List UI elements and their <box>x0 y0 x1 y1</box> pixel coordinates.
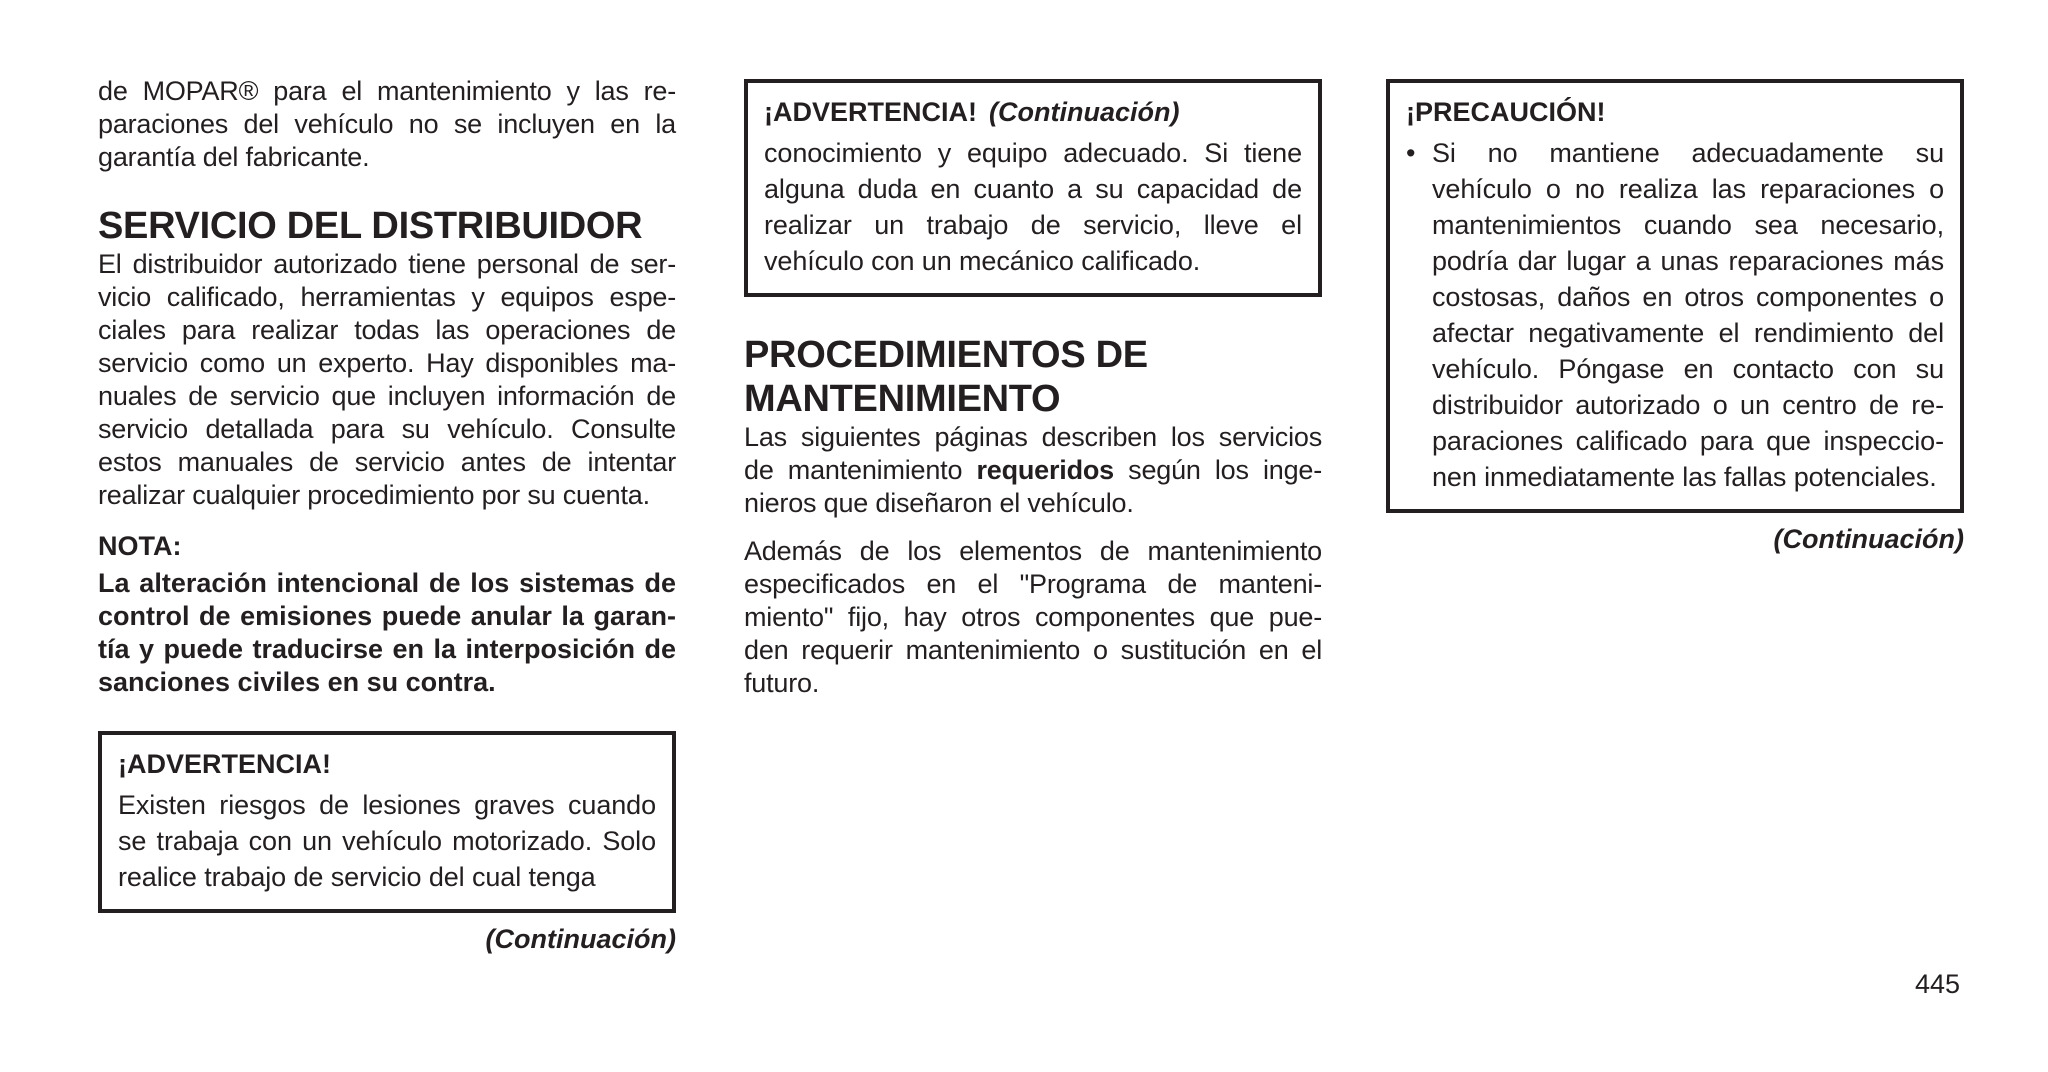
column-left <box>98 75 676 956</box>
heading-line-2: MANTENIMIENTO <box>744 378 1061 420</box>
page-number: 445 <box>1914 969 1960 999</box>
nota-label: NOTA: <box>98 531 182 561</box>
warning-box-continued <box>744 79 1322 297</box>
para1-end: según los inge-nieros que diseñaron el vehículo. <box>744 455 1322 518</box>
servicio-paragraph: El distribuidor autorizado tiene personal de ser-vicio calificado, herramientas y equipos espe-ciales para realizar todas las operaciones de servicio como un experto. Hay disponibles ma-nuales de servicio que incluyen información de servicio detallada para su vehículo. Consulte estos manuales de servicio antes de intentar realizar cualquier procedimiento por su cuenta. <box>98 249 676 510</box>
warning-text: conocimiento y equipo adecuado. Si tiene alguna duda en cuanto a su capacidad de realizar un trabajo de servicio, lleve el vehículo con un mecánico calificado. <box>764 138 1302 276</box>
warning-title-text: ¡ADVERTENCIA! <box>764 97 977 127</box>
continuation-label: (Continuación) <box>485 924 676 954</box>
intro-paragraph: de MOPAR® para el mantenimiento y las re-paraciones del vehículo no se incluyen en la garantía del fabricante. <box>98 76 676 172</box>
section-heading-servicio: SERVICIO DEL DISTRIBUIDOR <box>98 205 643 247</box>
column-right <box>1386 75 1964 556</box>
heading-line-1: PROCEDIMIENTOS DE <box>744 334 1148 376</box>
warning-box <box>98 731 676 913</box>
bullet-icon: • <box>1406 138 1416 168</box>
procedimientos-paragraph-2: Además de los elementos de mantenimiento especificados en el "Programa de manteni-miento" fijo, hay otros componentes que pue-den requerir mantenimiento o sustitución en el futuro. <box>744 536 1322 698</box>
para1-start: Las siguientes páginas describen los servicios de mantenimiento <box>744 422 1322 485</box>
warning-title: ¡ADVERTENCIA! <box>118 749 331 779</box>
warning-text: Existen riesgos de lesiones graves cuando se trabaja con un vehículo motorizado. Solo realice trabajo de servicio del cual tenga <box>118 790 656 892</box>
warning-title <box>764 95 1302 129</box>
nota-text: La alteración intencional de los sistemas de control de emisiones puede anular la garan-tía y puede traducirse en la interposición de sanciones civiles en su contra. <box>98 568 676 697</box>
section-heading-procedimientos <box>744 333 1322 421</box>
para1-bold-word: requeridos <box>976 455 1114 485</box>
warning-title-continuation: (Continuación) <box>989 97 1180 127</box>
column-middle <box>744 75 1322 700</box>
caution-text: Si no mantiene adecuadamente su vehículo o no realiza las reparaciones o mantenimientos cuando sea necesario, podría dar lugar a unas reparaciones más costosas, daños en otros componentes o afectar negativamente el rendimiento del vehículo. Póngase en contacto con su distribuidor autorizado o un centro de re-paraciones calificado para que inspeccio-nen inmediatamente las fallas potenciales. <box>1432 138 1944 492</box>
caution-box <box>1386 79 1964 513</box>
caution-bullet-item <box>1406 135 1944 495</box>
procedimientos-paragraph-1 <box>744 421 1322 520</box>
continuation-label: (Continuación) <box>1773 524 1964 554</box>
caution-title: ¡PRECAUCIÓN! <box>1406 97 1606 127</box>
